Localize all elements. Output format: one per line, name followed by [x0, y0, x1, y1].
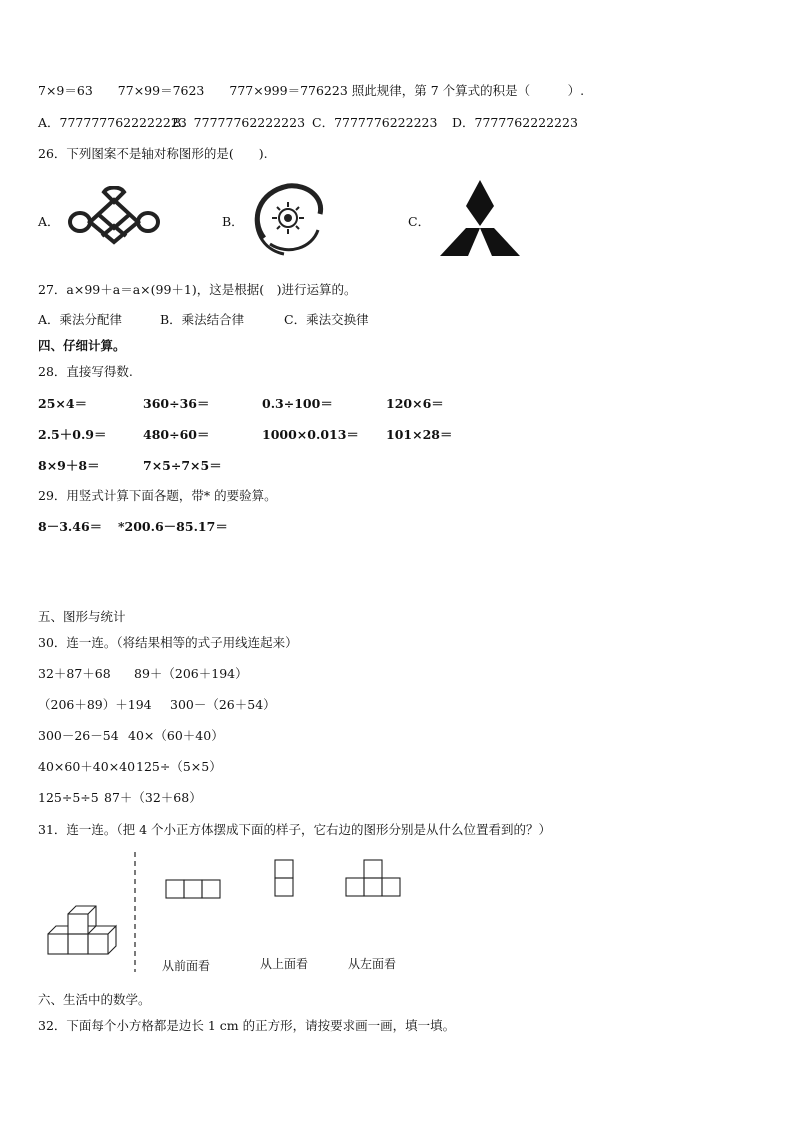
q25-pattern: 7×9＝63 77×99＝7623 777×999＝776223 照此规律，第 7 个算式的积是（ ）. [38, 83, 585, 98]
knot-pattern-figure [64, 186, 164, 246]
sun-swirl-figure [248, 180, 328, 260]
q30-r2-left: （206＋89）＋194 [38, 697, 152, 712]
q25-option-a: A．7777777622222223 [38, 115, 187, 130]
q28-r2-c4: 101×28＝ [386, 427, 453, 442]
q28-r3-c2: 7×5÷7×5＝ [143, 458, 222, 473]
three-diamonds-figure [436, 178, 524, 260]
q30-r5-right: 87＋（32＋68） [104, 790, 202, 805]
q30-r3-right: 40×（60＋40） [128, 728, 224, 743]
q26-option-a-label: A． [38, 214, 60, 229]
q29-item-2: *200.6－85.17＝ [118, 519, 228, 534]
q28-r2-c2: 480÷60＝ [143, 427, 210, 442]
q28-r2-c3: 1000×0.013＝ [262, 427, 359, 442]
left-view-figure [344, 858, 406, 900]
q28-r2-c1: 2.5＋0.9＝ [38, 427, 107, 442]
q30-stem: 30．连一连。（将结果相等的式子用线连起来） [38, 635, 298, 650]
q31-stem: 31．连一连。（把 4 个小正方体摆成下面的样子，它右边的图形分别是从什么位置看到的？） [38, 822, 552, 837]
q28-stem: 28．直接写得数. [38, 364, 133, 379]
q26-option-c-label: C． [408, 214, 431, 229]
q28-r1-c1: 25×4＝ [38, 396, 88, 411]
cube-stack-figure [44, 896, 124, 958]
q26-option-b-label: B． [222, 214, 244, 229]
section-4-title: 四、仔细计算。 [38, 338, 126, 353]
q26-stem: 26．下列图案不是轴对称图形的是( ). [38, 146, 268, 161]
q28-r1-c4: 120×6＝ [386, 396, 444, 411]
q25-option-d: D．7777762222223 [452, 115, 578, 130]
q30-r2-right: 300－（26＋54） [170, 697, 276, 712]
q30-r4-right: 125÷（5×5） [136, 759, 222, 774]
q29-item-1: 8－3.46＝ [38, 519, 103, 534]
q29-stem: 29．用竖式计算下面各题，带* 的要验算。 [38, 488, 277, 503]
top-view-caption: 从上面看 [260, 957, 309, 971]
q28-r1-c3: 0.3÷100＝ [262, 396, 333, 411]
q30-r5-left: 125÷5÷5 [38, 790, 99, 805]
q30-r1-right: 89＋（206＋194） [134, 666, 248, 681]
front-view-caption: 从前面看 [162, 959, 211, 973]
q25-option-b: B．77777762222223 [172, 115, 306, 130]
top-view-figure [273, 858, 297, 900]
q30-r4-left: 40×60＋40×40 [38, 759, 136, 774]
q28-r3-c1: 8×9＋8＝ [38, 458, 100, 473]
q27-option-a: A．乘法分配律 [38, 312, 123, 327]
front-view-figure [164, 878, 224, 900]
section-5-title: 五、图形与统计 [38, 609, 126, 624]
section-6-title: 六、生活中的数学。 [38, 992, 151, 1007]
q28-r1-c2: 360÷36＝ [143, 396, 210, 411]
q30-r1-left: 32＋87＋68 [38, 666, 111, 681]
left-view-caption: 从左面看 [348, 957, 397, 971]
q27-option-b: B．乘法结合律 [160, 312, 245, 327]
q32-stem: 32．下面每个小方格都是边长 1 cm 的正方形，请按要求画一画，填一填。 [38, 1018, 456, 1033]
dashed-divider [132, 852, 138, 972]
q30-r3-left: 300－26－54 [38, 728, 119, 743]
q27-stem: 27．a×99＋a＝a×(99＋1)，这是根据( )进行运算的。 [38, 282, 357, 297]
q25-option-c: C．7777776222223 [312, 115, 438, 130]
q27-option-c: C．乘法交换律 [284, 312, 369, 327]
